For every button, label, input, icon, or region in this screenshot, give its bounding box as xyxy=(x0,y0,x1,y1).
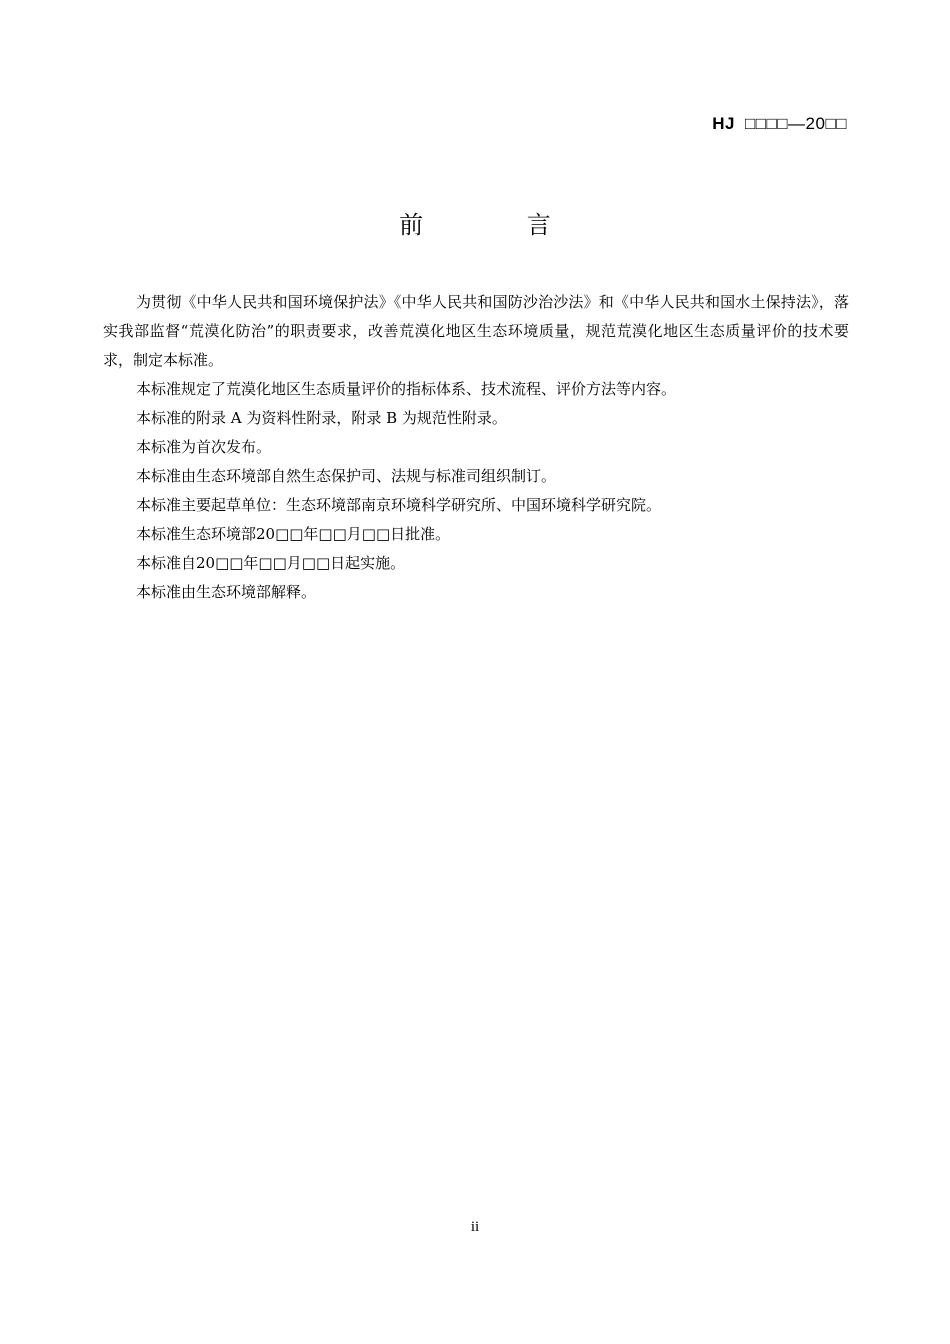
paragraph-organizer: 本标准由生态环境部自然生态保护司、法规与标准司组织制订。 xyxy=(136,467,557,485)
paragraph-drafting-units: 本标准主要起草单位：生态环境部南京环境科学研究所、中国环境科学研究院。 xyxy=(136,496,662,514)
page-title: 前 言 xyxy=(399,211,599,239)
standard-code xyxy=(712,114,847,134)
paragraph-appendix: 本标准的附录 A 为资料性附录，附录 B 为规范性附录。 xyxy=(136,409,507,427)
preface-body xyxy=(103,288,849,607)
standard-prefix: HJ xyxy=(712,114,735,133)
paragraph-purpose: 为贯彻《中华人民共和国环境保护法》《中华人民共和国防沙治沙法》和《中华人民共和国水土保持法》，落实我部监督“荒漠化防治”的职责要求，改善荒漠化地区生态环境质量，规范荒漠化地区生态质量评价的技术要求，制定本标准。 xyxy=(103,293,849,369)
page-number: ii xyxy=(470,1219,480,1235)
paragraph-first-release: 本标准为首次发布。 xyxy=(136,438,272,456)
paragraph-scope: 本标准规定了荒漠化地区生态质量评价的指标体系、技术流程、评价方法等内容。 xyxy=(136,380,677,398)
standard-number: □□□□—20□□ xyxy=(744,114,847,133)
paragraph-implementation: 本标准自20□□年□□月□□日起实施。 xyxy=(136,554,406,572)
paragraph-interpretation: 本标准由生态环境部解释。 xyxy=(136,583,317,601)
paragraph-approval: 本标准生态环境部20□□年□□月□□日批准。 xyxy=(136,525,451,543)
